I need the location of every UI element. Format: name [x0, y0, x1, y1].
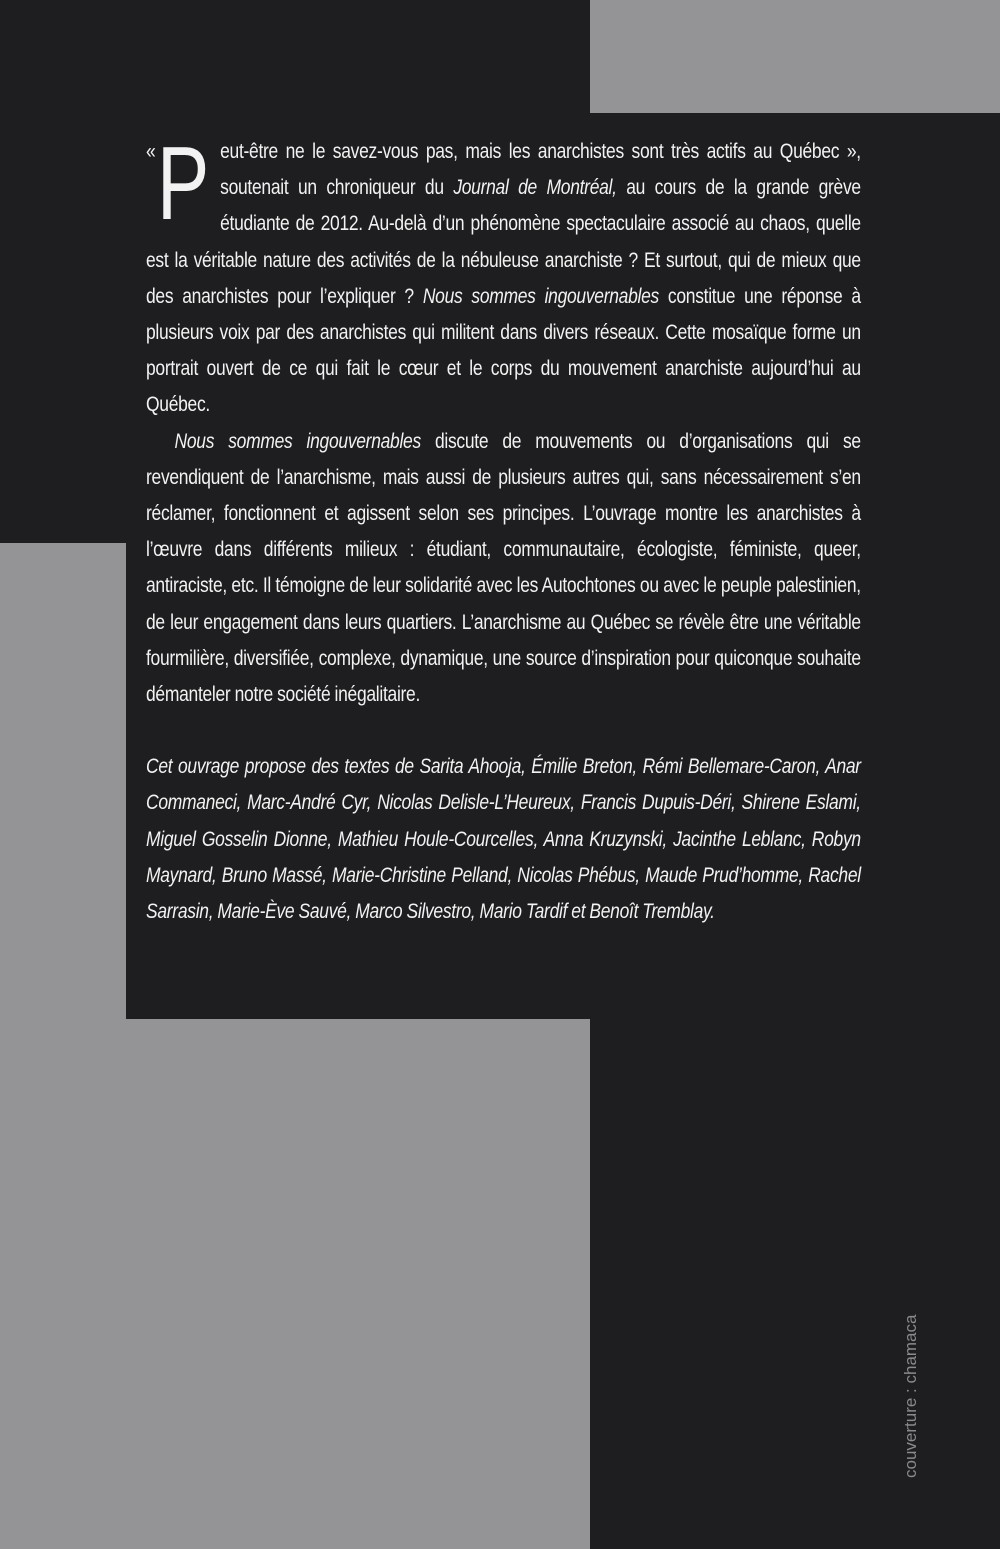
- back-cover-text: [146, 126, 861, 930]
- book-title: Nous sommes ingouvernables: [422, 284, 659, 308]
- contributors-paragraph: Cet ouvrage propose des textes de Sarita Ahooja, Émilie Breton, Rémi Bellemare-Caron, Anar Commaneci, Marc-André Cyr, Nicolas Delisle-L’Heureux, Francis Dupuis-Déri, Shirene Eslami, Miguel Gosselin Dionne, Mathieu Houle-Courcelles, Anna Kruzynski, Jacinthe Leblanc, Robyn Maynard, Bruno Massé, Marie-Christine Pelland, Nicolas Phébus, Maude Prud’homme, Rachel Sarrasin, Marie-Ève Sauvé, Marco Silvestro, Mario Tardif et Benoît Tremblay.: [146, 755, 861, 924]
- intro-paragraph: [146, 126, 861, 424]
- intro-text-a: eut-être ne le savez-vous pas, mais les anarchistes sont très actifs au Québec », soutenait un chroniqueur du: [220, 140, 861, 200]
- drop-cap: P: [157, 126, 210, 242]
- intro-text-c: constitue une réponse à plusieurs voix par des anarchistes qui militent dans divers réseaux. Cette mosaïque forme un portrait ouvert de ce qui fait le cœur et le corps du mouvement anarchiste aujourd’hui au Québec.: [146, 284, 861, 417]
- grey-block-bottom: [0, 1019, 590, 1549]
- opening-quote: «: [146, 140, 156, 163]
- grey-block-top-right: [590, 0, 1000, 113]
- journal-name: Journal de Montréal,: [453, 176, 617, 200]
- second-paragraph-text: discute de mouvements ou d’organisations qui se revendiquent de l’anarchisme, mais aussi de plusieurs autres qui, sans nécessairement s’en réclamer, fonctionnent et agissent selon ses principes. L’ouvrage montre les anarchistes à l’œuvre dans différents milieux : étudiant, communautaire, écologiste, féministe, queer, antiraciste, etc. Il témoigne de leur solidarité avec les Autochtones ou avec le peuple palestinien, de leur engagement dans leurs quartiers. L’anarchisme au Québec se révèle être une véritable fourmilière, diversifiée, complexe, dynamique, une source d’inspiration pour quiconque souhaite démanteler notre société inégalitaire.: [146, 429, 861, 707]
- second-paragraph: [146, 424, 861, 714]
- book-title: Nous sommes ingouvernables: [174, 429, 421, 453]
- cover-credit: couverture : chamaca: [901, 1314, 920, 1478]
- intro-text-b: au cours de la grande grève étudiante de 2012. Au-delà d’un phénomène spectaculaire associé au chaos, quelle est la véritable nature des activités de la nébuleuse anarchiste ? Et surtout, qui de mieux que des anarchistes pour l’expliquer ?: [146, 176, 861, 308]
